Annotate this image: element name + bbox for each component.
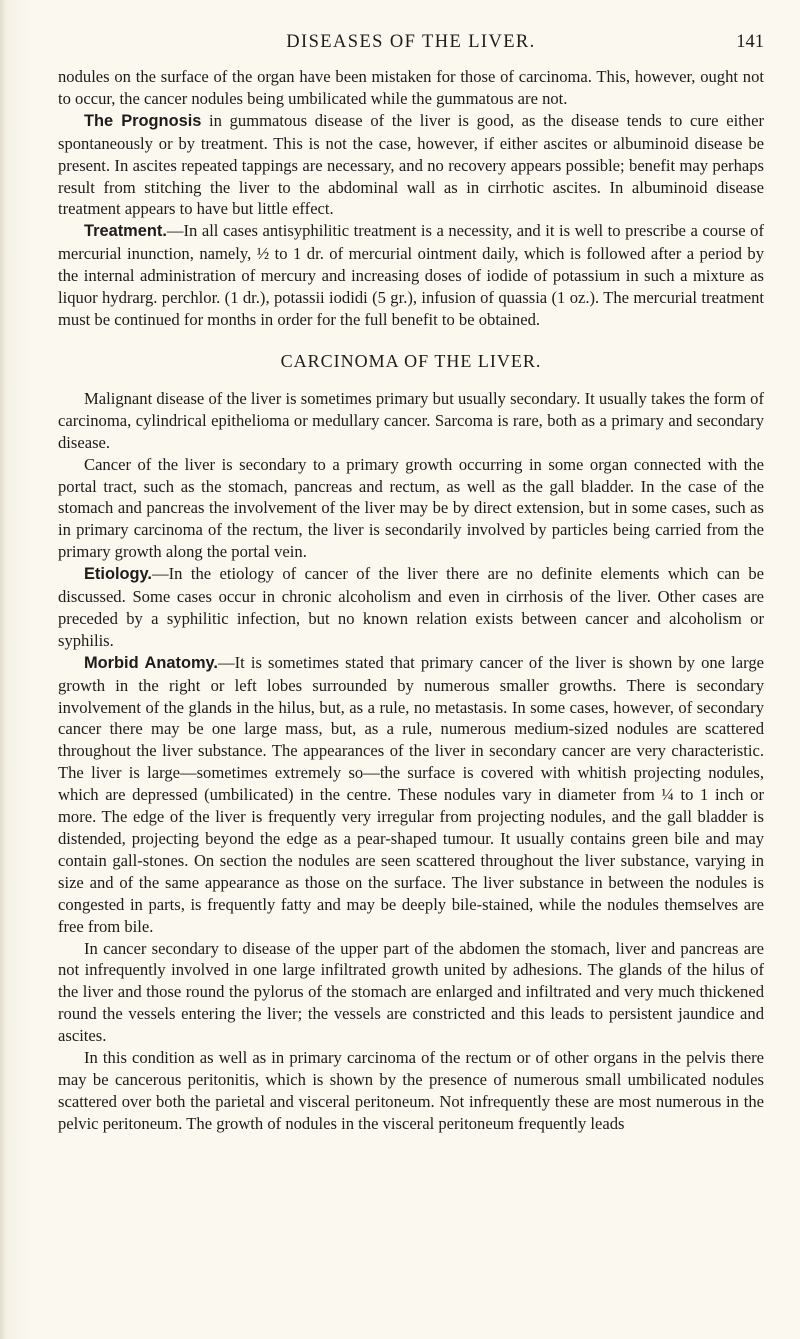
paragraph-etiology	[58, 563, 764, 652]
paragraph-gummatous-nodules	[58, 66, 764, 110]
paragraph-heading-morbid-anatomy: Morbid Anatomy.	[84, 653, 218, 672]
paragraph-text: In cancer secondary to disease of the upper part of the abdomen the stomach, liver and pancreas are not infrequently involved in one large infiltrated growth united by adhesions. The glands of the hilus of the liver and those round the pylorus of the stomach are enlarged and infiltrated and very much thickened round the vessels entering the liver; the vessels are constricted and this leads to persistent jaundice and ascites.	[58, 938, 764, 1046]
running-head	[58, 32, 764, 60]
paragraph-heading-etiology: Etiology.	[84, 565, 152, 584]
paragraph-text: in gummatous disease of the liver is good, as the disease tends to cure either spontaneously or by treatment. This is not the case, however, if either ascites or albuminoid disease be present. In ascites repeated tappings are necessary, and no recovery appears possible; benefit may perhaps result from stitching the liver to the abdominal wall as in cirrhotic ascites. In albuminoid disease treatment appears to have but little effect.	[58, 110, 764, 219]
paragraph-prognosis	[58, 110, 764, 221]
running-head-title: DISEASES OF THE LIVER.	[286, 32, 536, 52]
paragraph-secondary-cancer	[58, 454, 764, 564]
page-spine-shadow	[0, 0, 6, 1339]
paragraph-heading-prognosis: The Prognosis	[84, 111, 202, 130]
page-number: 141	[736, 32, 764, 52]
paragraph-peritonitis	[58, 1047, 764, 1135]
paragraph-heading-treatment: Treatment.	[84, 222, 167, 241]
section-title-carcinoma: CARCINOMA OF THE LIVER.	[280, 350, 542, 371]
paragraph-malignant-disease	[58, 388, 764, 454]
paragraph-treatment	[58, 220, 764, 331]
paragraph-upper-abdomen	[58, 938, 764, 1048]
paragraph-text: In this condition as well as in primary carcinoma of the rectum or of other organs in the pelvis there may be cancerous peritonitis, which is shown by the presence of numerous small umbilicated nodules scattered over both the parietal and visceral peritoneum. Not infrequently these are most numerous in the pelvic peritoneum. The growth of nodules in the visceral peritoneum frequently leads	[58, 1048, 764, 1133]
paragraph-text: —In all cases antisyphilitic treatment is a necessity, and it is well to prescribe a course of mercurial inunction, namely, ½ to 1 dr. of mercurial ointment daily, which is followed after a period by the internal administration of mercury and increasing doses of iodide of potassium in such a mixture as liquor hydrarg. perchlor. (1 dr.), potassii iodidi (5 gr.), infusion of quassia (1 oz.). The mercurial treatment must be continued for months in order for the full benefit to be obtained.	[58, 221, 764, 329]
paragraph-text: —It is sometimes stated that primary cancer of the liver is shown by one large growth in the right or left lobes surrounded by numerous smaller growths. There is secondary involvement of the glands in the hilus, but, as a rule, no metastasis. In some cases, however, of secondary cancer there may be one large mass, but, as a rule, numerous medium-sized nodules are scattered throughout the liver substance. The appearances of the liver in secondary cancer are very characteristic. The liver is large—sometimes extremely so—the surface is covered with whitish projecting nodules, which are depressed (umbilicated) in the centre. These nodules vary in diameter from ¼ to 1 inch or more. The edge of the liver is frequently very irregular from projecting nodules, and the gall bladder is distended, projecting beyond the edge as a pear-shaped tumour. It usually contains green bile and may contain gall-stones. On section the nodules are seen scattered throughout the liver substance, varying in size and of the same appearance as those on the surface. The liver substance in between the nodules is congested in parts, is frequently fatty and may be deeply bile-stained, while the nodules themselves are free from bile.	[58, 652, 765, 936]
paragraph-text: nodules on the surface of the organ have been mistaken for those of carcinoma. This, however, ought not to occur, the cancer nodules being umbilicated while the gummatous are not.	[58, 67, 764, 108]
paragraph-text: Malignant disease of the liver is sometimes primary but usually secondary. It usually takes the form of carcinoma, cylindrical epithelioma or medullary cancer. Sarcoma is rare, both as a primary and secondary disease.	[58, 388, 764, 452]
paragraph-morbid-anatomy	[58, 652, 764, 938]
paragraph-text: Cancer of the liver is secondary to a primary growth occurring in some organ connected with the portal tract, such as the stomach, pancreas and rectum, as well as the gall bladder. In the case of the stomach and pancreas the involvement of the liver may be by direct extension, but in some cases, such as in primary carcinoma of the rectum, the liver is secondarily involved by particles being carried from the primary growth along the portal vein.	[58, 454, 764, 562]
paragraph-text: —In the etiology of cancer of the liver there are no definite elements which can be discussed. Some cases occur in chronic alcoholism and even in cirrhosis of the liver. Other cases are preceded by a syphilitic infection, but no known relation exists between cancer and alcoholism or syphilis.	[58, 564, 764, 650]
